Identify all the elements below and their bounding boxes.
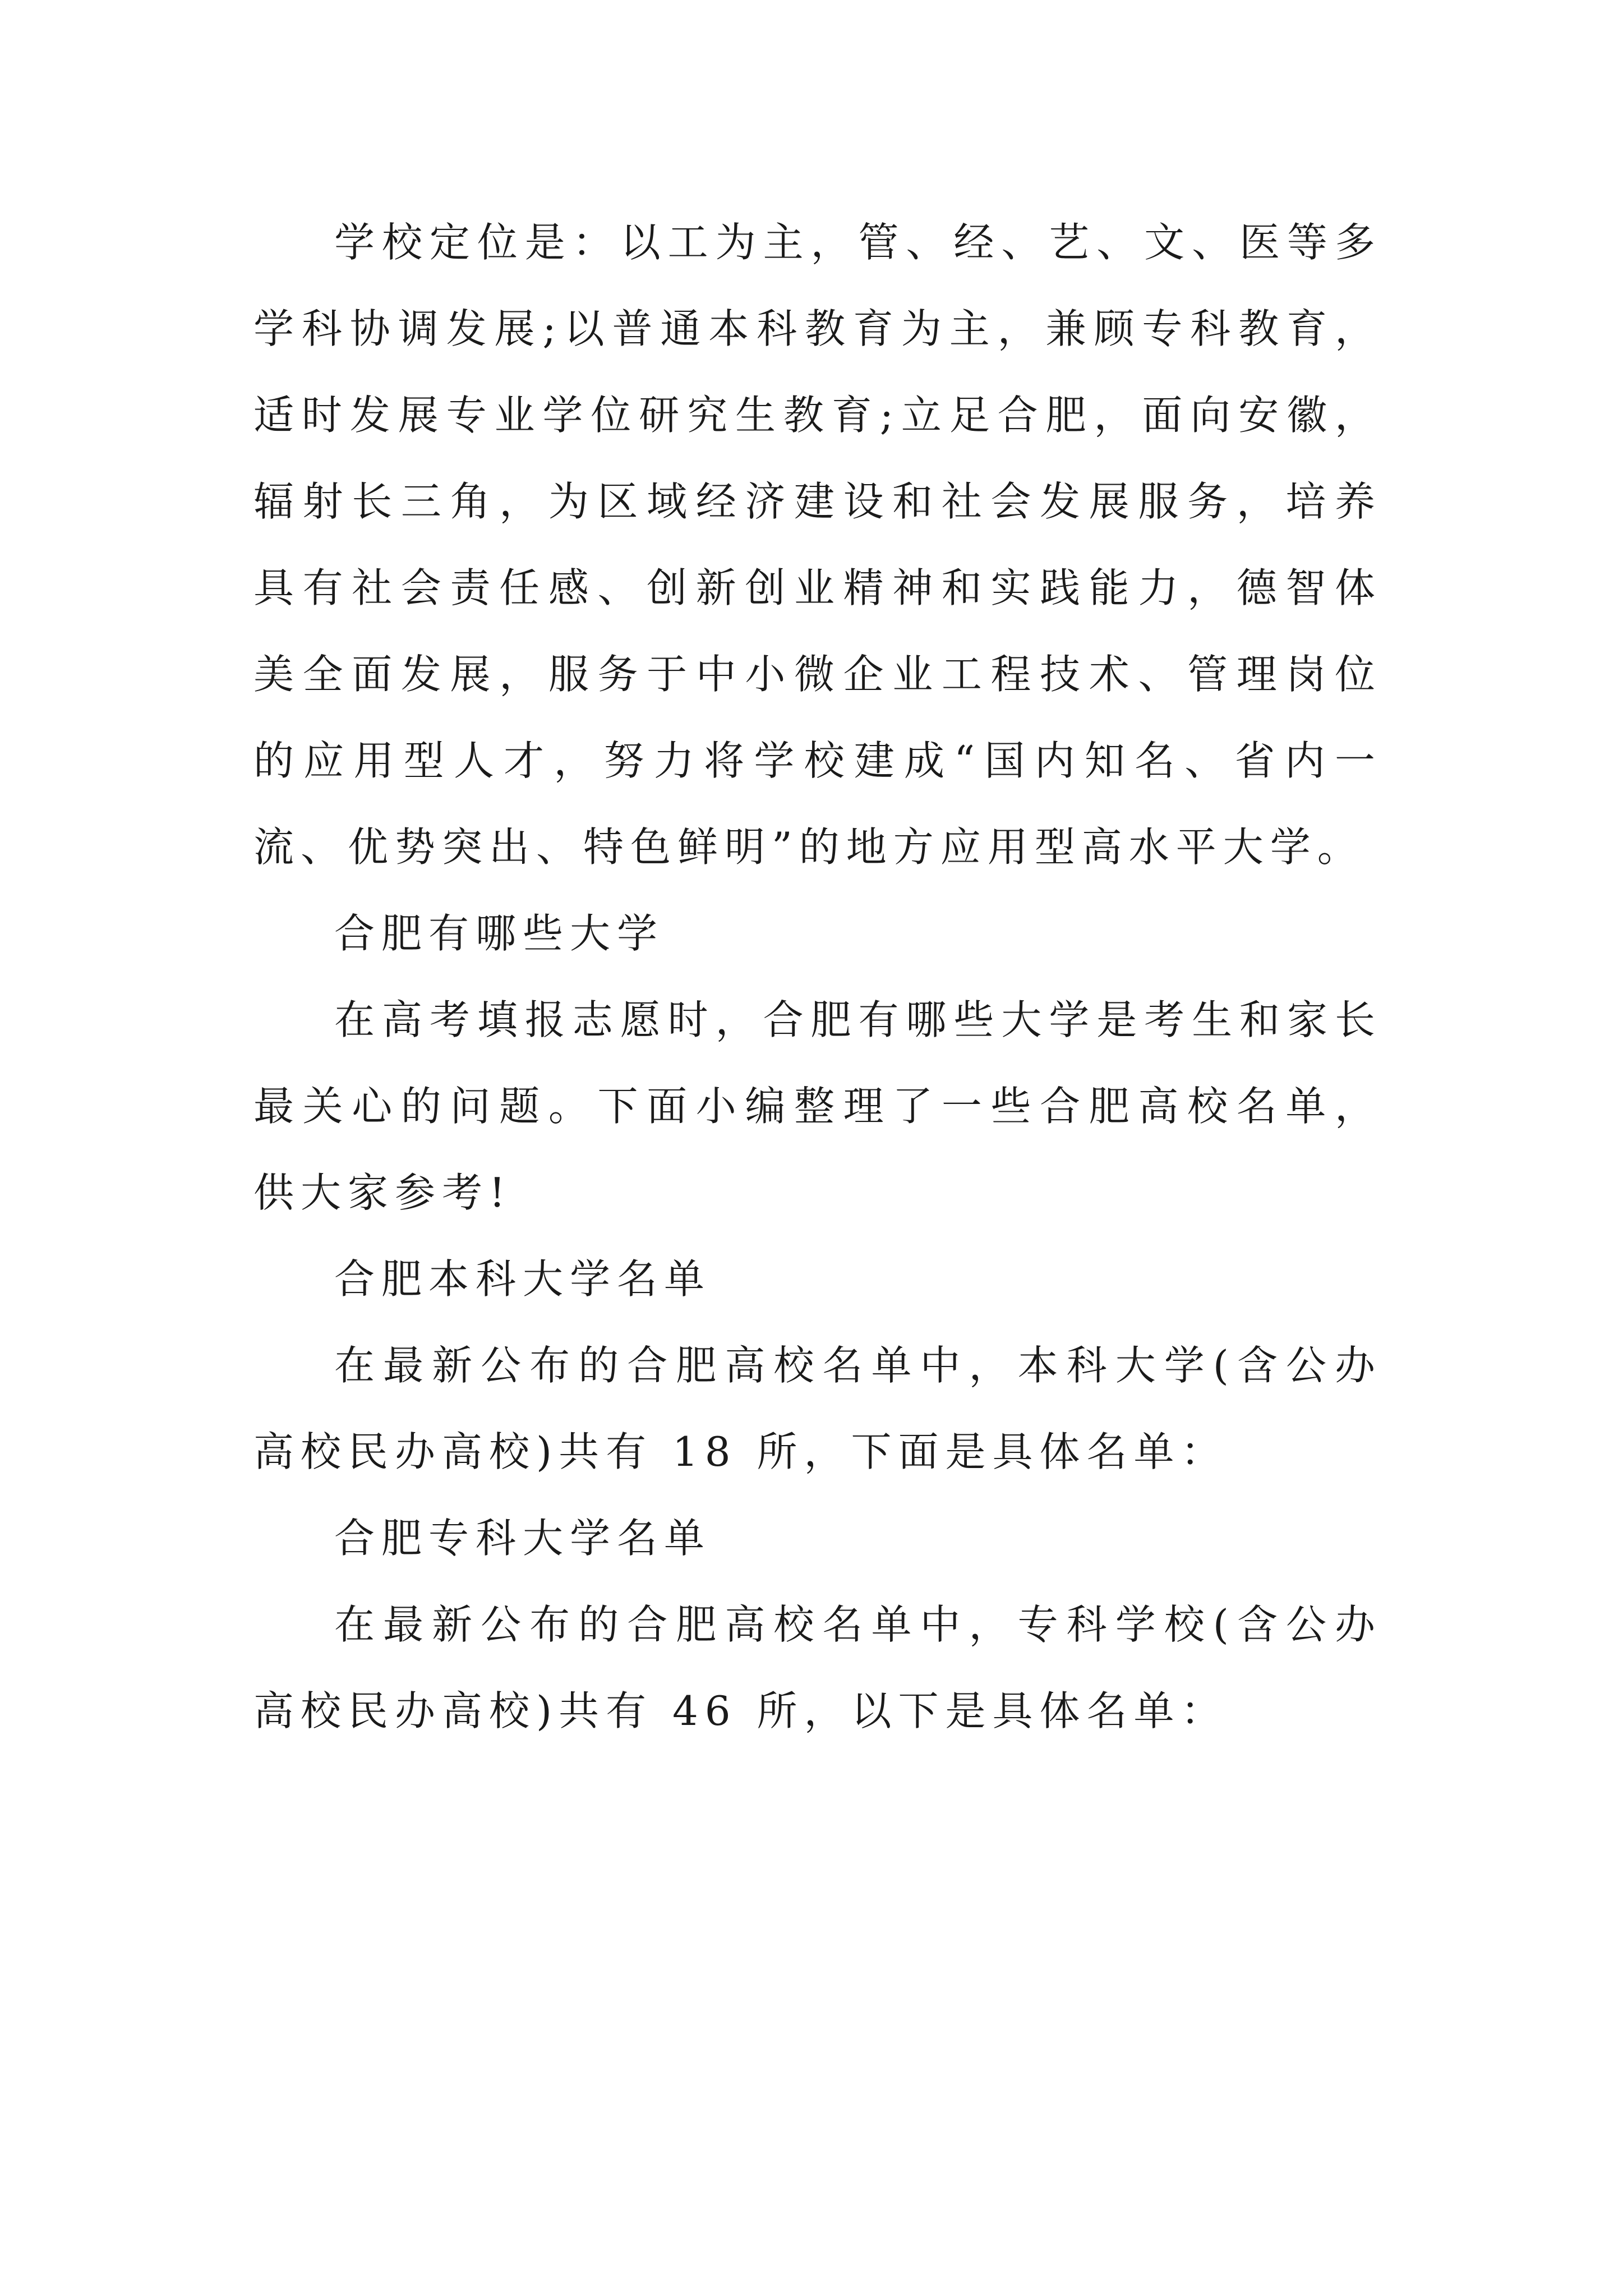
heading-undergraduate-list: 合肥本科大学名单 bbox=[334, 1255, 712, 1303]
paragraph-junior-college-count: 在最新公布的合肥高校名单中，专科学校(含公办高校民办高校)共有 46 所，以下是具体名单： bbox=[253, 1601, 1382, 1734]
paragraph-undergraduate-count: 在最新公布的合肥高校名单中，本科大学(含公办高校民办高校)共有 18 所，下面是具体名单： bbox=[253, 1342, 1382, 1475]
heading-hefei-universities: 合肥有哪些大学 bbox=[334, 910, 665, 957]
document-body bbox=[253, 199, 1382, 1754]
heading-junior-college-list: 合肥专科大学名单 bbox=[334, 1515, 712, 1562]
paragraph-intro: 在高考填报志愿时，合肥有哪些大学是考生和家长最关心的问题。下面小编整理了一些合肥高校名单，供大家参考! bbox=[253, 996, 1382, 1216]
paragraph-school-positioning: 学校定位是：以工为主，管、经、艺、文、医等多学科协调发展;以普通本科教育为主，兼顾专科教育，适时发展专业学位研究生教育;立足合肥，面向安徽，辐射长三角，为区域经济建设和社会发展服务，培养具有社会责任感、创新创业精神和实践能力，德智体美全面发展，服务于中小微企业工程技术、管理岗位的应用型人才，努力将学校建成“国内知名、省内一流、优势突出、特色鲜明”的地方应用型高水平大学。 bbox=[253, 219, 1382, 871]
